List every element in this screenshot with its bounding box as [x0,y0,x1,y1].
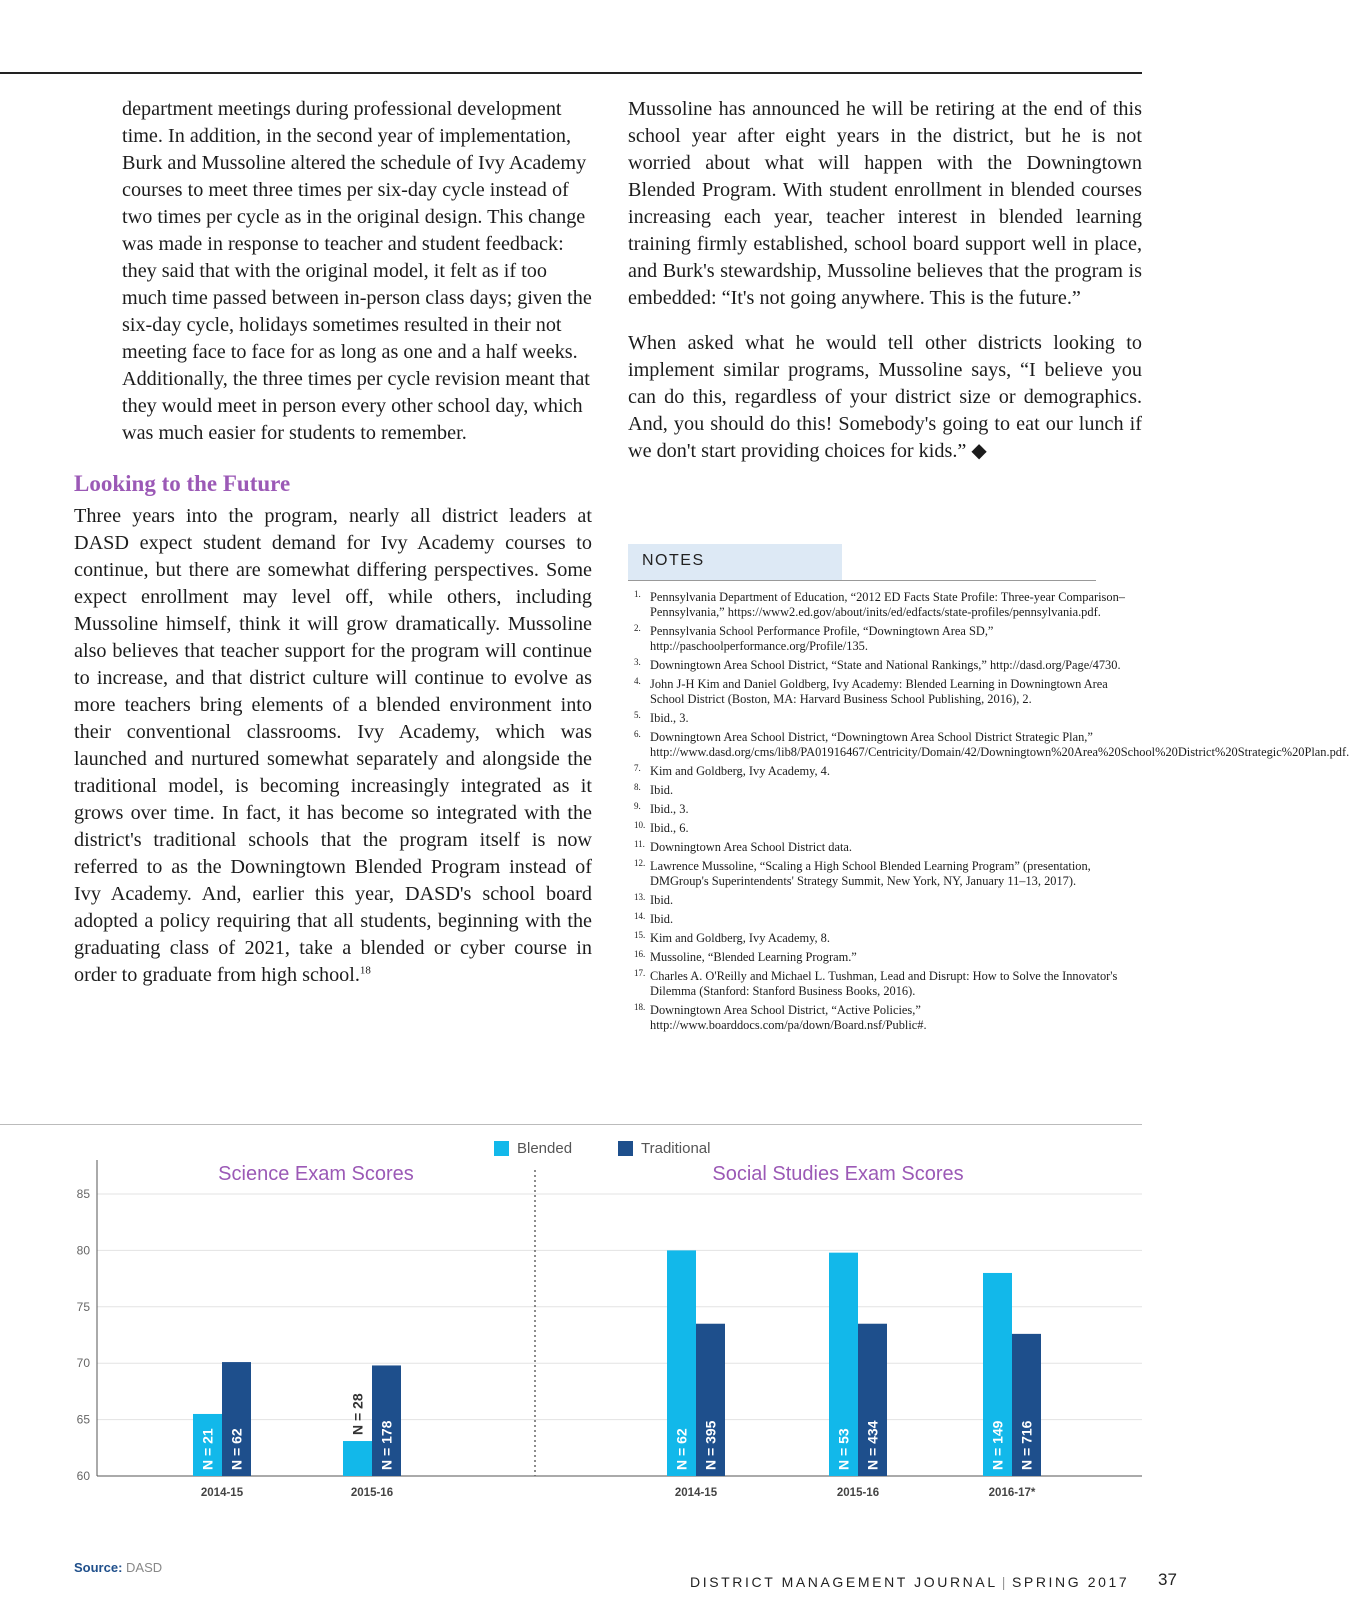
right-column [628,96,1142,465]
bar-n-label: N = 434 [864,1420,881,1470]
note-number: 7. [634,763,641,773]
y-tick-label: 75 [76,1299,90,1314]
note-number: 11. [634,839,645,849]
note-text: Charles A. O'Reilly and Michael L. Tushman, Lead and Disrupt: How to Solve the Innovator's Dilemma (Stanford: Stanford Business Books, 2016). [650,969,1118,998]
y-tick-label: 65 [76,1412,90,1427]
note-text: Ibid. [650,893,674,907]
note-item [634,840,1144,855]
x-tick-label: 2016-17* [988,1487,1036,1499]
bar-n-label: N = 149 [989,1420,1006,1470]
source-value: DASD [126,1560,163,1575]
note-text: Pennsylvania School Performance Profile, “Downingtown Area SD,” http://paschoolperformance.org/Profile/135. [650,624,994,653]
notes-list [634,589,1349,1037]
note-number: 2. [634,623,641,633]
notes-rule [628,580,1096,581]
note-text: Downingtown Area School District, “Downingtown Area School District Strategic Plan,” http://www.dasd.org/cms/lib8/PA01916467/Centricity/Domain/42/Downingtown%20Area%20School%20District%20Strategic%20Plan.pdf. [650,730,1349,759]
note-number: 1. [634,589,641,599]
source-note [74,1560,162,1575]
bar-n-label: N = 716 [1018,1420,1035,1470]
advice-paragraph: When asked what he would tell other districts looking to implement similar programs, Mussoline says, “I believe you can do this, regardless of your district size or demographics. And, you should do this! Somebody's going to eat our lunch if we don't start providing choices for kids.” ◆ [628,332,1142,462]
note-item [634,590,1144,620]
note-item [634,677,1144,707]
bar-n-label: N = 62 [228,1428,245,1470]
note-text: Downingtown Area School District, “Active Policies,” http://www.boarddocs.com/pa/down/Board.nsf/Public#. [650,1003,927,1032]
note-text: Ibid. [650,912,674,926]
note-text: Mussoline, “Blended Learning Program.” [650,950,857,964]
note-number: 15. [634,930,646,940]
note-text: Ibid., 3. [650,802,689,816]
note-item [634,931,1144,946]
x-tick-label: 2015-16 [350,1487,394,1499]
note-number: 5. [634,710,641,720]
note-item [634,802,1144,817]
note-item [634,711,1144,726]
note-number: 10. [634,820,646,830]
note-item [634,658,1144,673]
note-item [634,969,1144,999]
blended-swatch [494,1141,509,1156]
x-tick-label: 2014-15 [674,1487,718,1499]
y-tick-label: 85 [76,1187,90,1201]
chart-top-rule [0,1124,1142,1125]
chart-title: Science Exam Scores [218,1163,414,1185]
note-item [634,783,1144,798]
note-item [634,821,1144,836]
notes-title: NOTES [642,552,705,569]
note-number: 12. [634,858,646,868]
chart-title: Social Studies Exam Scores [712,1163,964,1185]
note-item [634,729,1349,760]
note-number: 17. [634,968,646,978]
note-number: 3. [634,657,641,667]
y-tick-label: 70 [76,1356,90,1371]
section-paragraph-text: Three years into the program, nearly all district leaders at DASD expect student demand for Ivy Academy courses to continue, but there are somewhat differing perspectives. Some expect enrollment may level off, while others, including Mussoline himself, think it will grow dramatically. Mussoline also believes that teacher support for the program will continue to increase, and that district culture will continue to evolve as more teachers bring elements of a blended environment into their conventional classrooms. Ivy Academy, which was launched and nurtured somewhat separately and alongside the traditional model, is becoming increasingly integrated as it grows over time. In fact, it has become so integrated with the district's traditional schools that the program itself is now referred to as the Downingtown Blended Program instead of Ivy Academy. And, earlier this year, DASD's school board adopted a policy requiring that all students, beginning with the graduating class of 2021, take a blended or cyber course in order to graduate from high school. [74,505,592,986]
left-column [74,96,592,989]
legend-blended [494,1140,572,1157]
top-rule [0,72,1142,74]
note-text: Downingtown Area School District, “State and National Rankings,” http://dasd.org/Page/4730. [650,658,1121,672]
section-heading: Looking to the Future [74,471,291,496]
legend-traditional-label: Traditional [641,1140,711,1157]
footer-separator: | [1001,1574,1008,1590]
traditional-swatch [618,1141,633,1156]
source-label: Source: [74,1560,123,1575]
note-item [634,912,1144,927]
retirement-paragraph: Mussoline has announced he will be retiring at the end of this school year after eight years in the district, but he is not worried about what will happen with the Downingtown Blended Program. With student enrollment in blended courses increasing each year, teacher interest in blended learning training firmly established, school board support well in place, and Burk's stewardship, Mussoline believes that the program is embedded: “It's not going anywhere. This is the future.” [628,98,1142,309]
note-item [634,1003,1144,1033]
x-tick-label: 2015-16 [836,1487,880,1499]
bar-n-label: N = 395 [702,1420,719,1470]
note-item [634,950,1144,965]
note-number: 8. [634,782,641,792]
note-item [634,764,1144,779]
note-text: Lawrence Mussoline, “Scaling a High School Blended Learning Program” (presentation, DMGroup's Superintendents' Strategy Summit, New York, NY, January 11–13, 2017). [650,859,1091,888]
note-text: John J-H Kim and Daniel Goldberg, Ivy Academy: Blended Learning in Downingtown Area School District (Boston, MA: Harvard Business School Publishing, 2016), 2. [650,677,1108,706]
bar-n-label: N = 178 [378,1420,395,1470]
note-text: Ibid., 6. [650,821,689,835]
note-item [634,859,1144,889]
y-tick-label: 60 [76,1469,90,1483]
page-number: 37 [1158,1570,1177,1589]
note-text: Pennsylvania Department of Education, “2012 ED Facts State Profile: Three-year Comparison–Pennsylvania,” https://www2.ed.gov/about/inits/ed/edfacts/state-profiles/pennsylvania.pdf. [650,590,1125,619]
bar-n-label: N = 21 [199,1428,216,1470]
continued-paragraph: department meetings during professional development time. In addition, in the second year of implementation, Burk and Mussoline altered the schedule of Ivy Academy courses to meet three times per six-day cycle instead of two times per cycle as in the original design. This change was made in response to teacher and student feedback: they said that with the original model, it felt as if too much time passed between in-person class days; given the six-day cycle, holidays sometimes resulted in their not meeting face to face for as long as one and a half weeks. Additionally, the three times per cycle revision meant that they would meet in person every other school day, which was much easier for students to remember. [122,98,592,444]
note-item [634,893,1144,908]
note-number: 9. [634,801,641,811]
bar-n-label: N = 28 [349,1393,366,1436]
legend-traditional [618,1140,710,1157]
journal-name: DISTRICT MANAGEMENT JOURNAL [690,1574,998,1590]
journal-footer [690,1574,1129,1590]
section-paragraph [74,503,592,989]
note-text: Ibid., 3. [650,711,689,725]
legend-blended-label: Blended [517,1140,573,1157]
note-text: Downingtown Area School District data. [650,840,853,854]
x-tick-label: 2014-15 [200,1487,244,1499]
note-text: Kim and Goldberg, Ivy Academy, 4. [650,764,830,778]
exam-scores-chart [0,1163,1200,1560]
note-text: Kim and Goldberg, Ivy Academy, 8. [650,931,830,945]
y-tick-label: 80 [76,1243,90,1258]
note-number: 4. [634,676,641,686]
bar-n-label: N = 62 [673,1428,690,1470]
note-item [634,624,1144,654]
note-number: 13. [634,892,646,902]
note-number: 6. [634,729,641,739]
note-number: 14. [634,911,646,921]
note-text: Ibid. [650,783,674,797]
blended-bar [343,1441,372,1476]
note-number: 16. [634,949,646,959]
footnote-ref[interactable]: 18 [359,964,371,977]
note-number: 18. [634,1002,646,1012]
bar-n-label: N = 53 [835,1428,852,1470]
journal-issue: SPRING 2017 [1011,1574,1130,1590]
